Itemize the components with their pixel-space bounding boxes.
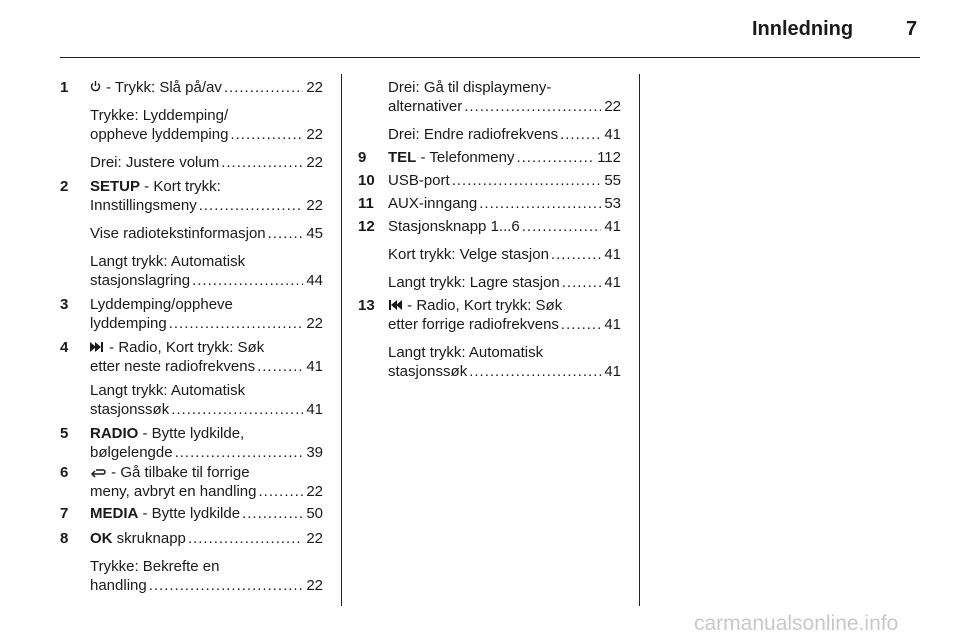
item-number: 1 [60,79,69,96]
entry-text: Drei: Gå til displaymeny- [388,79,552,96]
page-ref: 39 [306,444,323,461]
entry-text: AUX-inngang [388,195,478,212]
key-label: MEDIA [90,505,139,522]
power-icon [90,78,102,97]
index-entry [90,338,264,358]
entry-text: meny, avbryt en handling [90,483,257,500]
entry-text: stasjonslagring [90,272,191,289]
back-icon [90,464,107,483]
page-ref: 22 [306,154,323,171]
item-number: 6 [60,464,69,481]
entry-text: Langt trykk: Automatisk [90,253,246,270]
entry-text: Stasjonsknapp 1...6 [388,218,520,235]
page-ref: 41 [604,363,621,380]
index-entry [90,529,323,548]
key-label: TEL [388,149,417,166]
item-number: 9 [358,149,367,166]
column-divider-1 [341,74,342,606]
index-entry [90,224,323,243]
page-ref: 22 [306,483,323,500]
index-entry [388,194,621,213]
entry-text: etter neste radiofrekvens [90,358,256,375]
column-divider-2 [639,74,640,606]
entry-text: skruknapp [112,530,186,547]
item-number: 4 [60,339,69,356]
item-number: 2 [60,178,69,195]
index-entry [90,357,323,376]
page-ref: 22 [306,197,323,214]
previous-track-icon [388,297,403,316]
index-entry [90,125,323,144]
page-ref: 22 [306,79,323,96]
entry-text: bølgelengde [90,444,173,461]
page-ref: 45 [306,225,323,242]
page-number: 7 [906,18,918,40]
entry-text: Langt trykk: Automatisk [388,344,544,361]
entry-text: - Bytte lydkilde [138,505,241,522]
index-entry [90,463,250,483]
entry-text: Drei: Endre radiofrekvens [388,126,559,143]
index-entry [90,504,323,523]
index-entry [90,196,323,215]
index-entry [90,271,323,290]
index-entry [90,424,244,443]
index-entry [90,482,323,501]
index-entry [388,315,621,334]
item-number: 12 [358,218,375,235]
entry-text: - Trykk: Slå på/av [106,79,222,96]
entry-text: - Gå tilbake til forrige [107,464,250,481]
entry-text: Vise radiotekstinformasjon [90,225,266,242]
page-ref: 22 [306,530,323,547]
entry-text: Trykke: Lyddemping/ [90,107,229,124]
entry-text: - Telefonmeny [416,149,515,166]
entry-text: USB-port [388,172,450,189]
item-number: 13 [358,297,375,314]
item-number: 5 [60,425,69,442]
next-track-icon [90,339,105,358]
index-entry [90,400,323,419]
page-ref: 22 [306,577,323,594]
index-entry [388,296,562,316]
index-entry [90,78,323,97]
entry-text: - Radio, Kort trykk: Søk [105,339,265,356]
page-header-title: Innledning [752,18,854,40]
entry-text: - Bytte lydkilde, [138,425,245,442]
entry-text: etter forrige radiofrekvens [388,316,559,333]
entry-text: Drei: Justere volum [90,154,220,171]
page-ref: 41 [604,274,621,291]
page-ref: 41 [306,401,323,418]
index-entry [388,125,621,144]
page-ref: 22 [604,98,621,115]
page-ref: 41 [604,218,621,235]
entry-text: - Kort trykk: [140,178,221,195]
index-entry [90,153,323,172]
item-number: 7 [60,505,69,522]
entry-text: Kort trykk: Velge stasjon [388,246,549,263]
index-entry [388,217,621,236]
item-number: 3 [60,296,69,313]
index-entry [90,576,323,595]
key-label: OK [90,530,113,547]
page-ref: 41 [604,126,621,143]
page-ref: 53 [604,195,621,212]
entry-text: - Radio, Kort trykk: Søk [403,297,563,314]
entry-text: oppheve lyddemping [90,126,229,143]
item-number: 11 [358,195,374,212]
index-entry [388,97,621,116]
page-ref: 50 [306,505,323,522]
page-ref: 44 [306,272,323,289]
index-entry [90,314,323,333]
watermark: carmanualsonline.info [694,612,899,635]
index-entry [388,148,621,167]
key-label: RADIO [90,425,139,442]
entry-text: Innstillingsmeny [90,197,197,214]
page-ref: 22 [306,315,323,332]
entry-text: lyddemping [90,315,167,332]
page-ref: 41 [306,358,323,375]
page-ref: 22 [306,126,323,143]
entry-text: stasjonssøk [90,401,170,418]
index-entry [388,273,621,292]
entry-text: stasjonssøk [388,363,468,380]
entry-text: Langt trykk: Automatisk [90,382,246,399]
header-divider [60,57,920,58]
index-entry [388,245,621,264]
entry-text: alternativer [388,98,463,115]
page-ref: 41 [604,246,621,263]
page-ref: 112 [597,149,621,166]
item-number: 8 [60,530,69,547]
index-entry [388,362,621,381]
index-entry [388,171,621,190]
page-ref: 41 [604,316,621,333]
index-entry [90,443,323,462]
item-number: 10 [358,172,375,189]
entry-text: Lyddemping/oppheve [90,296,233,313]
entry-text: Langt trykk: Lagre stasjon [388,274,560,291]
entry-text: handling [90,577,147,594]
entry-text: Trykke: Bekrefte en [90,558,220,575]
index-entry [90,177,221,196]
key-label: SETUP [90,178,141,195]
page-ref: 55 [604,172,621,189]
